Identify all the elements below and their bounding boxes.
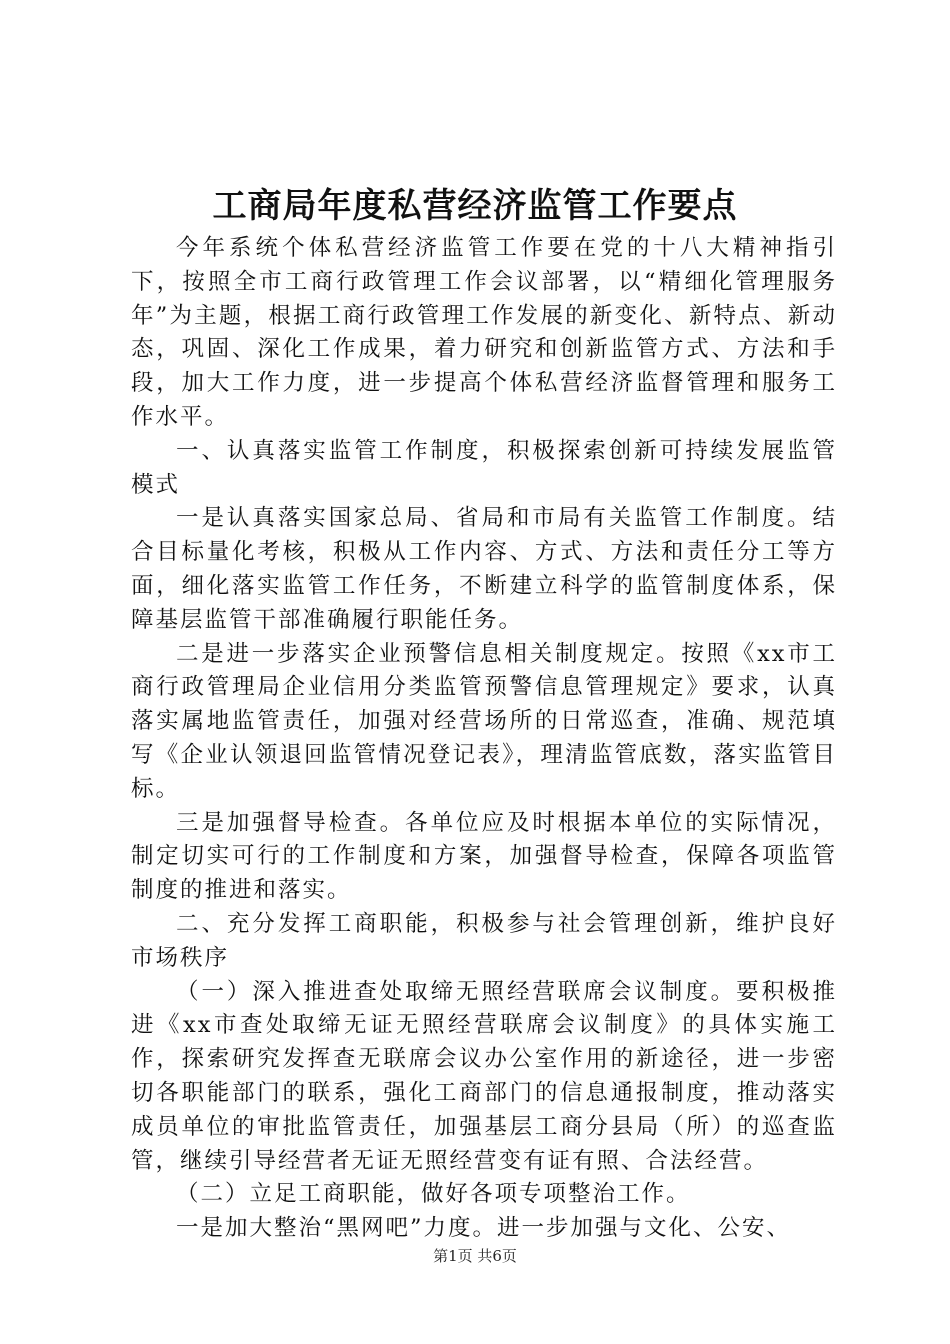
paragraph-section-2-heading: 二、充分发挥工商职能，积极参与社会管理创新，维护良好市场秩序 (131, 910, 837, 971)
paragraph-item-3: 三是加强督导检查。各单位应及时根据本单位的实际情况，制定切实可行的工作制度和方案，加强督导检查，保障各项监管制度的推进和落实。 (131, 809, 837, 904)
paragraph-subsection-2: （二）立足工商职能，做好各项专项整治工作。 (176, 1181, 691, 1208)
document-title: 工商局年度私营经济监管工作要点 (212, 186, 738, 226)
paragraph-subsection-1: （一）深入推进查处取缔无照经营联席会议制度。要积极推进《xx市查处取缔无证无照经营联席会议制度》的具体实施工作，探索研究发挥查无联席会议办公室作用的新途径，进一步密切各职能部门的联系，强化工商部门的信息通报制度，推动落实成员单位的审批监管责任，加强基层工商分县局（所）的巡查监管，继续引导经营者无证无照经营变有证有照、合法经营。 (131, 978, 837, 1174)
paragraph-subsection-2-item-1: 一是加大整治“黑网吧”力度。进一步加强与文化、公安、 (176, 1215, 792, 1242)
document-body (131, 232, 837, 1246)
page-footer: 第1页 共6页 (433, 1247, 517, 1265)
paragraph-intro: 今年系统个体私营经济监管工作要在党的十八大精神指引下，按照全市工商行政管理工作会议部署，以“精细化管理服务年”为主题，根据工商行政管理工作发展的新变化、新特点、新动态，巩固、深化工作成果，着力研究和创新监管方式、方法和手段，加大工作力度，进一步提高个体私营经济监督管理和服务工作水平。 (131, 235, 837, 430)
paragraph-item-1: 一是认真落实国家总局、省局和市局有关监管工作制度。结合目标量化考核，积极从工作内容、方式、方法和责任分工等方面，细化落实监管工作任务，不断建立科学的监管制度体系，保障基层监管干部准确履行职能任务。 (131, 505, 837, 633)
paragraph-section-1-heading: 一、认真落实监管工作制度，积极探索创新可持续发展监管模式 (131, 437, 837, 498)
paragraph-item-2: 二是进一步落实企业预警信息相关制度规定。按照《xx市工商行政管理局企业信用分类监管预警信息管理规定》要求，认真落实属地监管责任，加强对经营场所的日常巡查，准确、规范填写《企业认领退回监管情况登记表》，理清监管底数，落实监管目标。 (131, 640, 837, 802)
